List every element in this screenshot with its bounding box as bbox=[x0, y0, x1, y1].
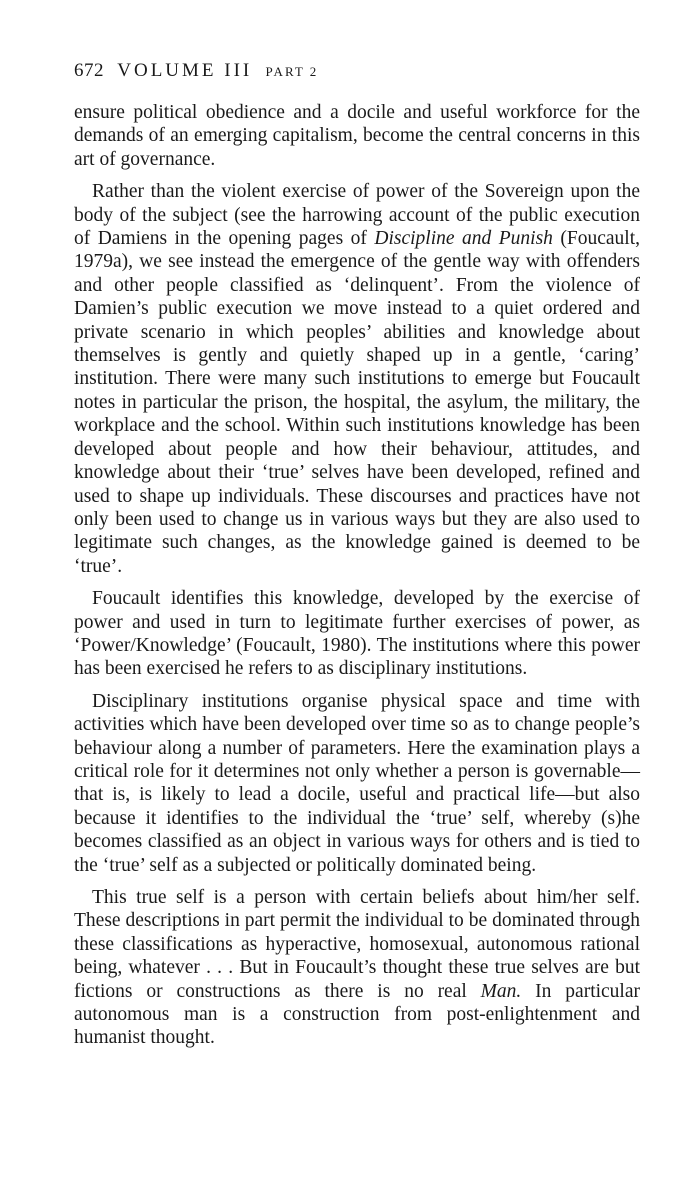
paragraph-text: ensure political obedience and a docile and useful workforce for the demands of an emerging capitalism, become the central concerns in this art of governance. bbox=[74, 102, 640, 170]
paragraph-text: Disciplinary institutions organise physical space and time with activities which have been developed over time so as to change people’s behaviour along a number of parameters. Here the examination plays a critical role for it determines not only whether a person is governable—that is, is likely to lead a docile, useful and practical life—but also because it identifies to the individual the ‘true’ self, whereby (s)he becomes classified as an object in various ways for others and is tied to the ‘true’ self as a subjected or politically dominated being. bbox=[74, 690, 640, 876]
paragraph-text: (Foucault, 1979a), we see instead the emergence of the gentle way with offenders and other people classified as ‘delinquent’. From the violence of Damien’s public execution we move instead to a quiet ordered and private scenario in which peoples’ abilities and knowledge about themselves is gently and quietly shaped up in a gentle, ‘caring’ institution. There were many such institutions to emerge but Foucault notes in particular the prison, the hospital, the asylum, the military, the workplace and the school. Within such institutions knowledge has been developed about people and how their behaviour, attitudes, and knowledge about their ‘true’ selves have been developed, refined and used to shape up individuals. These discourses and practices have not only been used to change us in various ways but they are also used to legitimate such changes, as the knowledge gained is deemed to be ‘true’. bbox=[74, 228, 640, 577]
volume-label: VOLUME III bbox=[117, 60, 253, 81]
running-head bbox=[74, 56, 640, 87]
paragraph bbox=[74, 101, 640, 171]
emphasis-text: Man. bbox=[480, 980, 522, 1002]
paragraph bbox=[74, 587, 640, 681]
page-number: 672 bbox=[74, 60, 104, 81]
paragraph-text: Foucault identifies this knowledge, developed by the exercise of power and used in turn to legitimate further exercises of power, as ‘Power/Knowledge’ (Foucault, 1980). The institutions where this power has been exercised he refers to as disciplinary institutions. bbox=[74, 588, 640, 680]
part-label: PART 2 bbox=[265, 64, 319, 79]
paragraph bbox=[74, 886, 640, 1050]
paragraph-text: This true self is a person with certain beliefs about him/her self. These descriptions in part permit the individual to be dominated through these classifications as hyperactive, homosexual, autonomous rational being, whatever . . . But in Foucault’s thought these true selves are but fictions or constructions as there is no real bbox=[74, 887, 640, 1002]
paragraph-text: In particular autonomous man is a construction from post-enlightenment and humanist thought. bbox=[74, 980, 640, 1049]
paragraph-text: Rather than the violent exercise of power of the Sovereign upon the body of the subject (see the harrowing account of the public execution of Damiens in the opening pages of bbox=[74, 181, 640, 250]
paragraph bbox=[74, 690, 640, 877]
book-title: Discipline and Punish bbox=[374, 228, 553, 250]
book-page bbox=[74, 56, 640, 1059]
paragraph bbox=[74, 180, 640, 578]
body-text bbox=[74, 101, 640, 1050]
